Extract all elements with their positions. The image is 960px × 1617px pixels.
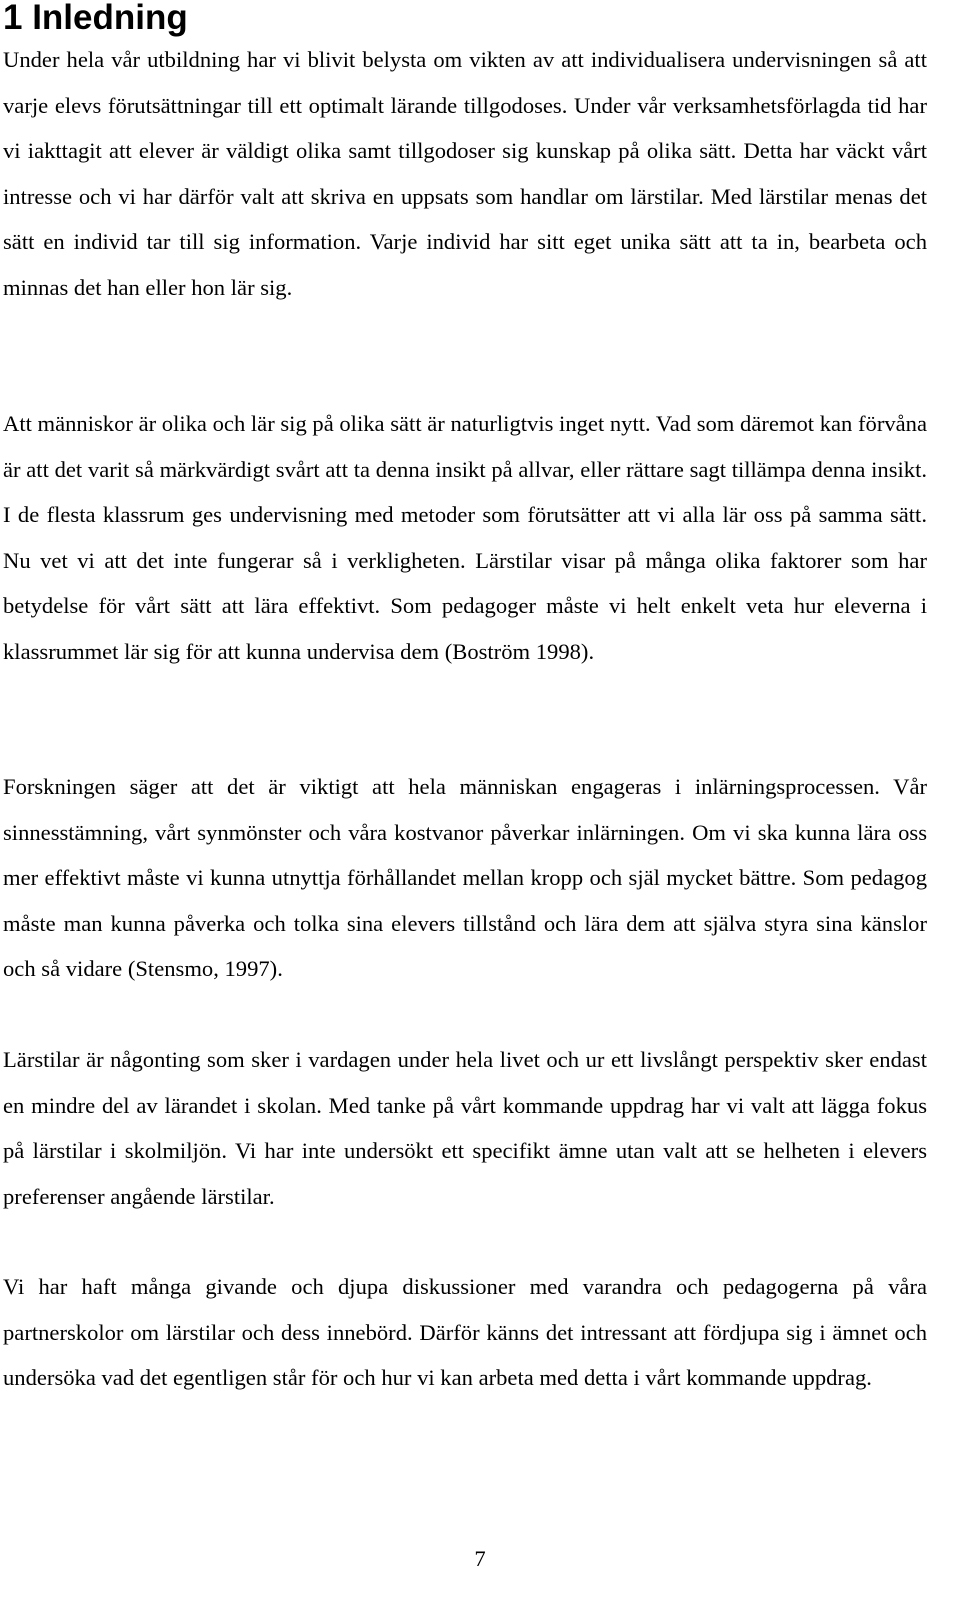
- paragraph-1: Under hela vår utbildning har vi blivit belysta om vikten av att individualisera undervisningen så att varje elevs förutsättningar till ett optimalt lärande tillgodoses. Under vår verksamhetsförlagda tid har vi iakttagit att elever är väldigt olika samt tillgodoser sig kunskap på olika sätt. Detta har väckt vårt intresse och vi har därför valt att skriva en uppsats som handlar om lärstilar. Med lärstilar menas det sätt en individ tar till sig information. Varje individ har sitt eget unika sätt att ta in, bearbeta och minnas det han eller hon lär sig.: [3, 47, 927, 300]
- page-number: 7: [474, 1546, 486, 1571]
- paragraph-5: Vi har haft många givande och djupa diskussioner med varandra och pedagogerna på våra partnerskolor om lärstilar och dess innebörd. Därför känns det intressant att fördjupa sig i ämnet och undersöka vad det egentligen står för och hur vi kan arbeta med detta i vårt kommande uppdrag.: [3, 1274, 927, 1390]
- paragraph-3: Forskningen säger att det är viktigt att hela människan engageras i inlärningsprocessen. Vår sinnesstämning, vårt synmönster och våra kostvanor påverkar inlärningen. Om vi ska kunna lära oss mer effektivt måste vi kunna utnyttja förhållandet mellan kropp och själ mycket bättre. Som pedagog måste man kunna påverka och tolka sina elevers tillstånd och lära dem att själva styra sina känslor och så vidare (Stensmo, 1997).: [3, 774, 927, 981]
- paragraph-2: Att människor är olika och lär sig på olika sätt är naturligtvis inget nytt. Vad som däremot kan förvåna är att det varit så märkvärdigt svårt att ta denna insikt på allvar, eller rättare sagt tillämpa denna insikt. I de flesta klassrum ges undervisning med metoder som förutsätter att vi alla lär oss på samma sätt. Nu vet vi att det inte fungerar så i verkligheten. Lärstilar visar på många olika faktorer som har betydelse för vårt sätt att lära effektivt. Som pedagoger måste vi helt enkelt veta hur eleverna i klassrummet lär sig för att kunna undervisa dem (Boström 1998).: [3, 411, 927, 664]
- section-heading: 1 Inledning: [3, 0, 188, 37]
- paragraph-4: Lärstilar är någonting som sker i vardagen under hela livet och ur ett livslångt perspektiv sker endast en mindre del av lärandet i skolan. Med tanke på vårt kommande uppdrag har vi valt att lägga fokus på lärstilar i skolmiljön. Vi har inte undersökt ett specifikt ämne utan valt att se helheten i elevers preferenser angående lärstilar.: [3, 1047, 927, 1209]
